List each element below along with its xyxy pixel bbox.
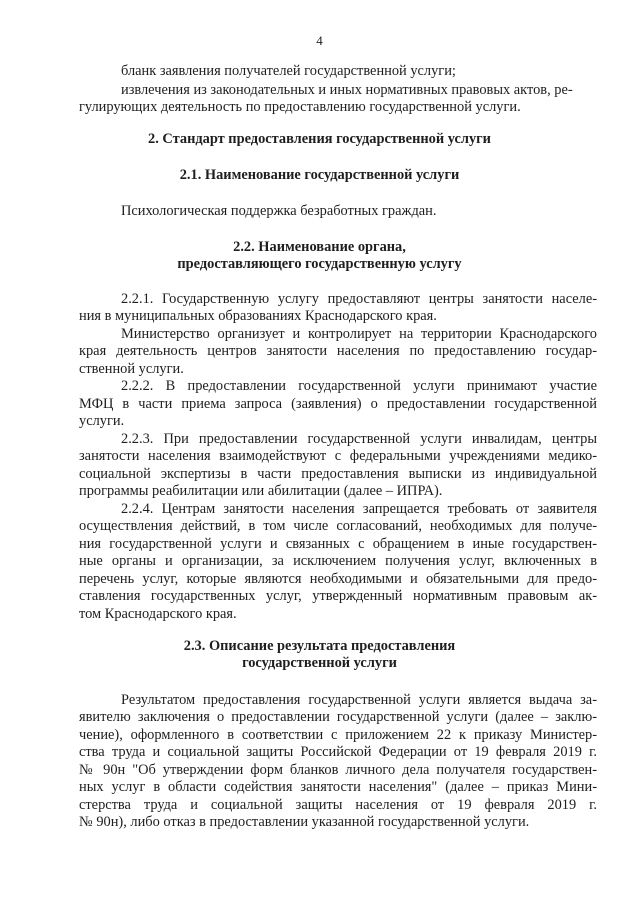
s22-line-15: ния государственной услуги и связанных с обращением в иные государствен- (79, 536, 597, 552)
section-2-1-title: 2.1. Наименование государственной услуги (179, 167, 460, 183)
s22-line-4: края деятельность центров занятости населения по предоставлению государ- (79, 343, 597, 359)
s23-line-5: № 90н "Об утверждении форм бланков личного дела получателя государствен- (79, 762, 597, 778)
s23-line-8: № 90н), либо отказ в предоставлении указанной государственной услуги. (79, 814, 530, 830)
s23-line-3: чение), оформленного в соответствии с приложением 22 к приказу Министер- (79, 727, 597, 743)
s22-line-14: осуществления действий, в том числе согласований, необходимых для получе- (79, 518, 597, 534)
s23-line-7: стерства труда и социальной защиты населения от 19 февраля 2019 г. (79, 797, 597, 813)
s23-line-6: ных услуг в области содействия занятости населения" (далее – приказ Мини- (79, 779, 597, 795)
intro-line-1: бланк заявления получателей государственной услуги; (121, 63, 456, 79)
s22-line-11: социальной экспертизы в части предоставления выписки из индивидуальной (79, 466, 597, 482)
page-number: 4 (316, 33, 323, 48)
s22-line-19: том Краснодарского края. (79, 606, 237, 622)
s23-line-4: ства труда и социальной защиты Российской Федерации от 19 февраля 2019 г. (79, 744, 597, 760)
section-2-3-title-line-2: государственной услуги (242, 655, 397, 671)
s22-line-17: перечень услуг, которые являются необходимыми и обязательными для предо- (79, 571, 597, 587)
s22-line-5: ственной услуги. (79, 361, 184, 377)
intro-line-2: извлечения из законодательных и иных нормативных правовых актов, ре- (121, 82, 573, 98)
intro-line-3: гулирующих деятельность по предоставлению государственной услуги. (79, 99, 521, 115)
section-2-2-title-line-1: 2.2. Наименование органа, (233, 239, 406, 255)
s22-line-9: 2.2.3. При предоставлении государственной услуги инвалидам, центры (121, 431, 597, 447)
section-2-title: 2. Стандарт предоставления государственной услуги (148, 131, 491, 147)
s22-line-13: 2.2.4. Центрам занятости населения запрещается требовать от заявителя (121, 501, 597, 517)
section-2-1-text: Психологическая поддержка безработных граждан. (121, 203, 437, 219)
s22-line-10: занятости населения взаимодействуют с федеральными учреждениями медико- (79, 448, 597, 464)
s23-line-1: Результатом предоставления государственной услуги является выдача за- (121, 692, 597, 708)
s22-line-8: услуги. (79, 413, 125, 429)
s22-line-3: Министерство организует и контролирует на территории Краснодарского (121, 326, 597, 342)
s22-line-7: МФЦ в части приема запроса (заявления) о предоставлении государственной (79, 396, 597, 412)
s22-line-16: ные органы и организации, за исключением получения услуг, включенных в (79, 553, 597, 569)
section-2-3-title-line-1: 2.3. Описание результата предоставления (183, 638, 456, 654)
section-2-2-title-line-2: предоставляющего государственную услугу (177, 256, 462, 272)
s22-line-1: 2.2.1. Государственную услугу предоставляют центры занятости населе- (121, 291, 597, 307)
s22-line-18: ставления государственных услуг, утвержденный нормативным правовым ак- (79, 588, 597, 604)
s22-line-6: 2.2.2. В предоставлении государственной услуги принимают участие (121, 378, 597, 394)
s22-line-2: ния в муниципальных образованиях Краснодарского края. (79, 308, 437, 324)
s23-line-2: явителю заключения о предоставлении государственной услуги (далее – заклю- (79, 709, 597, 725)
s22-line-12: программы реабилитации или абилитации (далее – ИПРА). (79, 483, 443, 499)
